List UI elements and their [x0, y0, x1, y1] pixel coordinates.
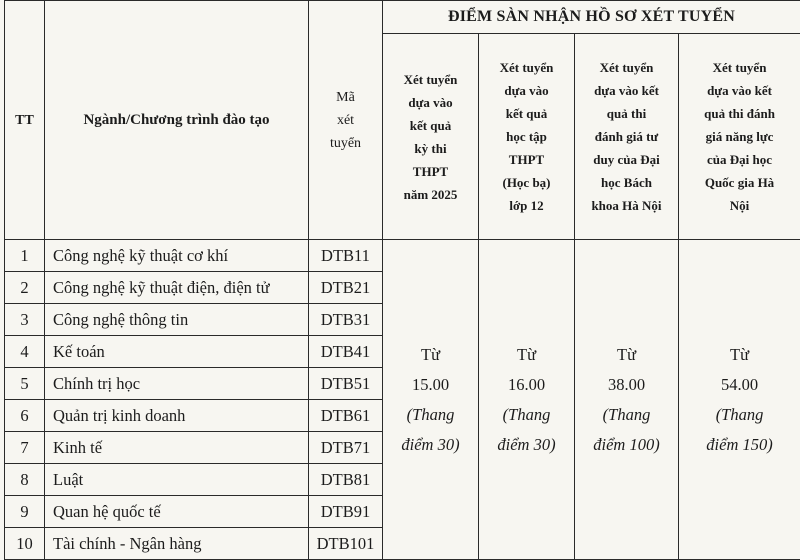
- header-program: Ngành/Chương trình đào tạo: [45, 1, 309, 240]
- row-program: Kinh tế: [45, 432, 309, 464]
- row-code: DTB41: [309, 336, 383, 368]
- row-code: DTB61: [309, 400, 383, 432]
- threshold-scale: (Thang: [383, 400, 478, 430]
- row-tt: 2: [5, 272, 45, 304]
- row-program: Luật: [45, 464, 309, 496]
- threshold-value: 15.00: [383, 370, 478, 400]
- threshold-scale: (Thang: [575, 400, 678, 430]
- threshold-scale: điểm 150): [679, 430, 800, 460]
- row-code: DTB101: [309, 528, 383, 560]
- row-program: Công nghệ kỹ thuật cơ khí: [45, 240, 309, 272]
- threshold-value: 38.00: [575, 370, 678, 400]
- threshold-scale: (Thang: [479, 400, 574, 430]
- threshold-from: Từ: [679, 340, 800, 370]
- header-threshold-title: ĐIỂM SÀN NHẬN HỒ SƠ XÉT TUYỂN: [383, 1, 800, 34]
- row-tt: 3: [5, 304, 45, 336]
- row-code: DTB51: [309, 368, 383, 400]
- row-tt: 9: [5, 496, 45, 528]
- row-program: Công nghệ thông tin: [45, 304, 309, 336]
- row-code: DTB91: [309, 496, 383, 528]
- row-code: DTB11: [309, 240, 383, 272]
- threshold-from: Từ: [479, 340, 574, 370]
- threshold-from: Từ: [383, 340, 478, 370]
- row-code: DTB31: [309, 304, 383, 336]
- threshold-hocba: [479, 240, 575, 560]
- header-method-thpt: Xét tuyển dựa vào kết quả kỳ thi THPT năm 2025: [383, 34, 479, 240]
- row-tt: 10: [5, 528, 45, 560]
- header-tt: TT: [5, 1, 45, 240]
- threshold-scale: điểm 100): [575, 430, 678, 460]
- row-program: Quan hệ quốc tế: [45, 496, 309, 528]
- threshold-scale: điểm 30): [383, 430, 478, 460]
- threshold-value: 16.00: [479, 370, 574, 400]
- row-program: Quản trị kinh doanh: [45, 400, 309, 432]
- row-program: Tài chính - Ngân hàng: [45, 528, 309, 560]
- table-row: [5, 240, 800, 272]
- threshold-bkhn: [575, 240, 679, 560]
- row-tt: 8: [5, 464, 45, 496]
- header-method-vnu: Xét tuyển dựa vào kết quả thi đánh giá năng lực của Đại học Quốc gia Hà Nội: [679, 34, 800, 240]
- row-code: DTB71: [309, 432, 383, 464]
- row-tt: 4: [5, 336, 45, 368]
- admission-threshold-table: [4, 0, 800, 560]
- header-code: Mã xét tuyển: [309, 1, 383, 240]
- threshold-from: Từ: [575, 340, 678, 370]
- header-method-hocba: Xét tuyển dựa vào kết quả học tập THPT (Học bạ) lớp 12: [479, 34, 575, 240]
- row-tt: 6: [5, 400, 45, 432]
- row-tt: 1: [5, 240, 45, 272]
- row-program: Chính trị học: [45, 368, 309, 400]
- row-program: Kế toán: [45, 336, 309, 368]
- row-code: DTB81: [309, 464, 383, 496]
- row-code: DTB21: [309, 272, 383, 304]
- row-tt: 7: [5, 432, 45, 464]
- row-tt: 5: [5, 368, 45, 400]
- header-method-bkhn: Xét tuyển dựa vào kết quả thi đánh giá tư duy của Đại học Bách khoa Hà Nội: [575, 34, 679, 240]
- threshold-thpt: [383, 240, 479, 560]
- threshold-vnu: [679, 240, 800, 560]
- threshold-scale: (Thang: [679, 400, 800, 430]
- threshold-value: 54.00: [679, 370, 800, 400]
- row-program: Công nghệ kỹ thuật điện, điện tử: [45, 272, 309, 304]
- threshold-scale: điểm 30): [479, 430, 574, 460]
